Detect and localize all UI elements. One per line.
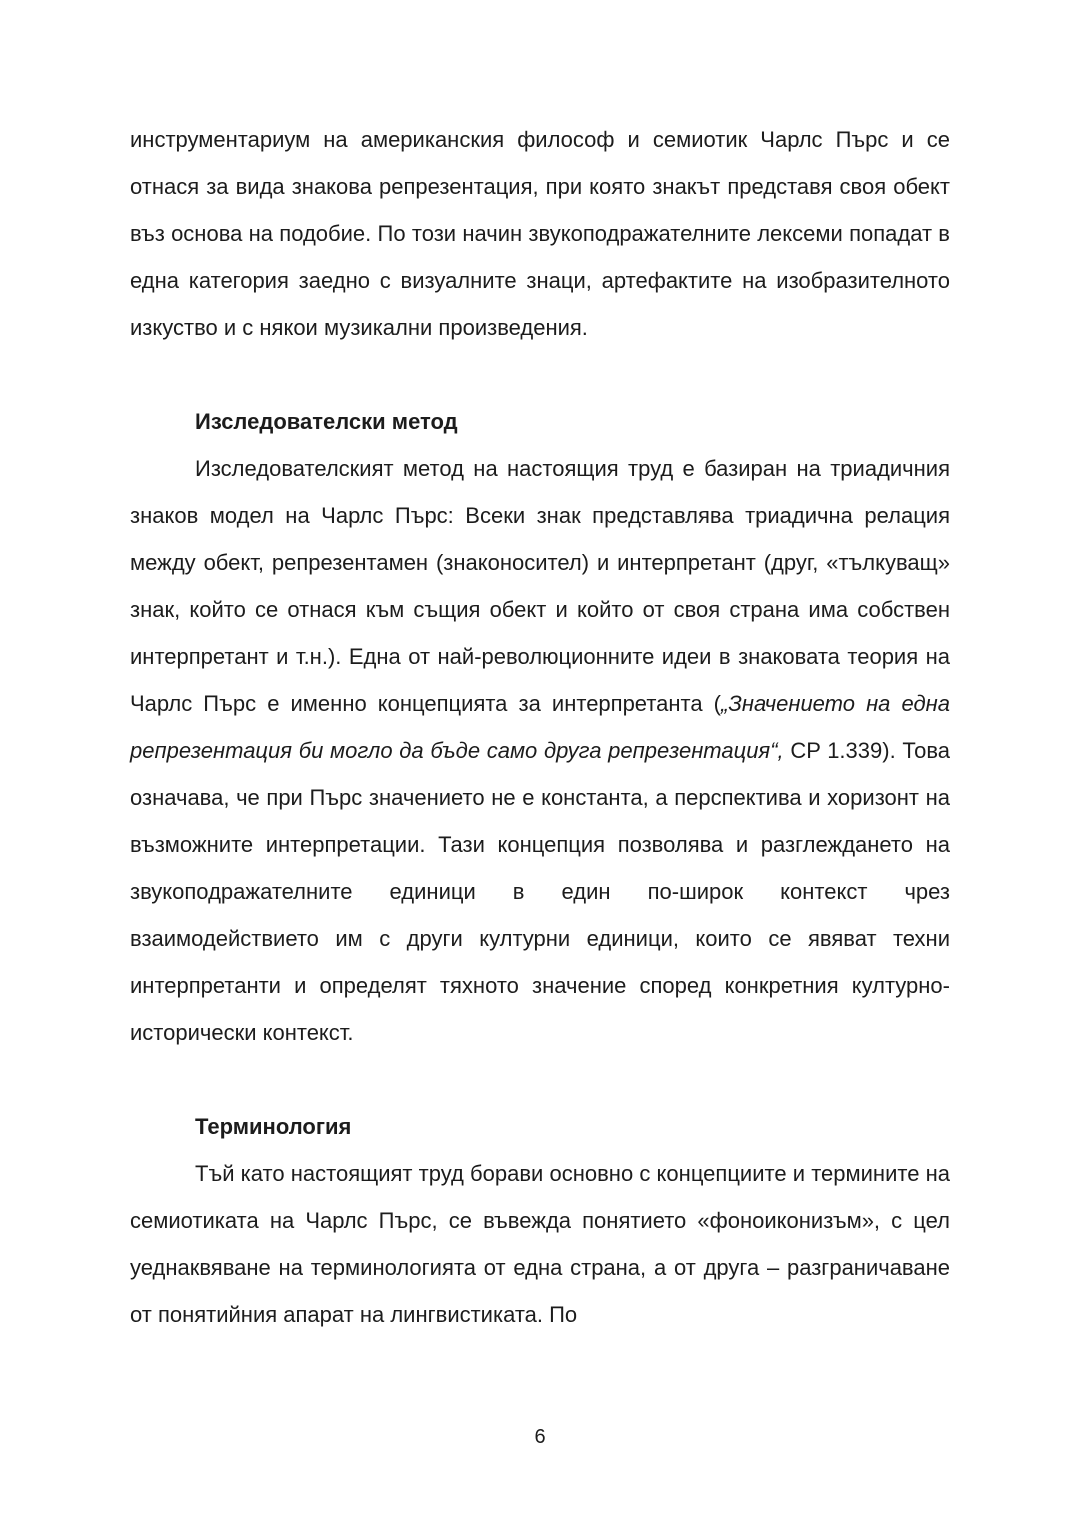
section-heading-research-method bbox=[130, 398, 950, 445]
paragraph-text: Тъй като настоящият труд борави основно с концепциите и термините на семиотиката на Чарлс Пърс, се въвежда понятието «фоноиконизъм», с цел уеднаквяване на терминологията от една страна, а от друга – разграничаване от понятийния апарат на лингвистиката. По bbox=[130, 1161, 950, 1327]
heading-text: Терминология bbox=[195, 1114, 352, 1139]
section-heading-terminology bbox=[130, 1103, 950, 1150]
paragraph-text: инструментариум на американския философ и семиотик Чарлс Пърс и се отнася за вида знакова репрезентация, при която знакът представя своя обект въз основа на подобие. По този начин звукоподражателните лексеми попадат в една категория заедно с визуалните знаци, артефактите на изобразителното изкуство и с някои музикални произведения. bbox=[130, 127, 950, 340]
paragraph-research-method bbox=[130, 445, 950, 1056]
paragraph-text-italic-quote: „Значението на една репрезентация би могло да бъде само друга репрезентация“, bbox=[130, 691, 950, 763]
paragraph-text: Изследователският метод на настоящия труд е базиран на триадичния знаков модел на Чарлс Пърс: Всеки знак представлява триадична релация между обект, репрезентамен (знаконосител) и интерпретант (друг, «тълкуващ» знак, който се отнася към същия обект и който от своя страна има собствен интерпретант и т.н.). Една от най-революционните идеи в знаковата теория на Чарлс Пърс е именно концепцията за интерпретанта ( bbox=[130, 456, 950, 716]
heading-text: Изследователски метод bbox=[195, 409, 458, 434]
paragraph-continuation bbox=[130, 116, 950, 351]
paragraph-text: CP 1.339). Това означава, че при Пърс значението не е константа, а перспектива и хоризонт на възможните интерпретации. Тази концепция позволява и разглеждането на звукоподражателните единици в един по-широк контекст чрез взаимодействието им с други културни единици, които се явяват техни интерпретанти и определят тяхното значение според конкретния културно-исторически контекст. bbox=[130, 738, 951, 1045]
paragraph-terminology bbox=[130, 1150, 950, 1338]
page-number: 6 bbox=[534, 1426, 546, 1448]
